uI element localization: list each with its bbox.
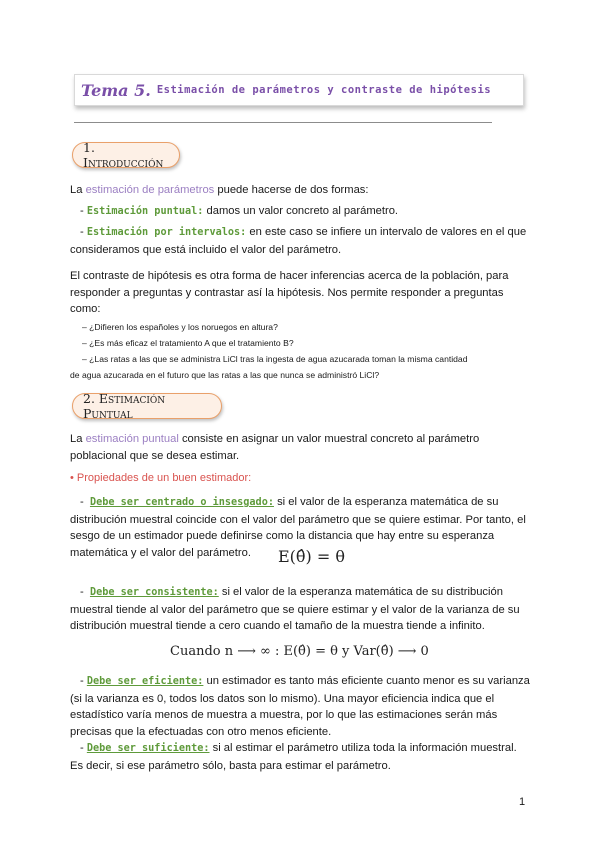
- term-estimacion-parametros: estimación de parámetros: [85, 184, 215, 196]
- text-span: en este caso se infiere un intervalo de valores en el que consideramos que está incluido el valor del parámetro.: [70, 226, 527, 256]
- properties-title: • Propiedades de un buen estimador:: [70, 472, 252, 484]
- text-span: si al estimar el parámetro utiliza toda la información muestral. Es decir, si ese parámetro sólo, basta para estimar el parámetro.: [70, 742, 517, 772]
- question-2: – ¿Es más eficaz el tratamiento A que el tratamiento B?: [82, 338, 294, 348]
- text-span: damos un valor concreto al parámetro.: [203, 205, 399, 217]
- intro-paragraph-1: [70, 182, 530, 199]
- question-3a: – ¿Las ratas a las que se administra LiCl tras la ingesta de agua azucarada toman la misma cantidad: [82, 354, 468, 364]
- document-title-main: Tema 5.: [81, 80, 151, 100]
- text-span: si el valor de la esperanza matemática de su distribución muestral tiende al valor del parámetro que se quiere estimar y el valor de la varianza de su distribución muestral tiende a cero cuando el tamaño de la muestra tiende a infinito.: [70, 586, 520, 632]
- section-heading-puntual: 2. Estimación Puntual: [72, 393, 222, 419]
- text-span: -: [80, 205, 87, 217]
- question-3b: de agua azucarada en el futuro que las ratas a las que nunca se administró LiCl?: [70, 370, 380, 380]
- page-number: 1: [519, 796, 526, 808]
- property-suficiente: - Debe ser suficiente: si al estimar el parámetro utiliza toda la información muestral. Es decir, si ese parámetro sólo, basta para estimar el parámetro.: [70, 742, 517, 772]
- term-centrado: Debe ser centrado o insesgado:: [89, 497, 274, 508]
- text-span: un estimador es tanto más eficiente cuanto menor es su varianza (si la varianza es 0, todos los datos son lo mismo). Una mayor eficiencia indica que el estadístico varía menos de muestra a muestra, por lo que las estimaciones serán más precisas que la efectuadas con otro menos eficiente.: [70, 675, 530, 738]
- text-span: -: [80, 226, 87, 238]
- term-estimacion-puntual-2: estimación puntual: [85, 433, 179, 445]
- term-suficiente: Debe ser suficiente:: [86, 743, 210, 754]
- title-divider: [74, 122, 492, 123]
- document-title-sub: Estimación de parámetros y contraste de hipótesis: [156, 84, 492, 96]
- term-estimacion-intervalos: Estimación por intervalos:: [86, 227, 247, 238]
- formula-esperanza: E(θ̂) = θ: [278, 547, 346, 566]
- term-consistente: Debe ser consistente:: [89, 587, 219, 598]
- text-span: consiste en asignar un valor muestral concreto al parámetro poblacional que se desea estimar.: [70, 433, 480, 462]
- puntual-paragraph-1: [70, 431, 530, 464]
- section-heading-intro: 1. Introducción: [72, 142, 180, 168]
- intro-bullet-1: [80, 203, 520, 221]
- question-1: – ¿Difieren los españoles y los noruegos en altura?: [82, 322, 278, 332]
- property-consistente: - Debe ser consistente: si el valor de la esperanza matemática de su distribución muestral tiende al valor del parámetro que se quiere estimar y el valor de la varianza de su distribución muestral tiende a cero cuando el tamaño de la muestra tiende a infinito.: [70, 586, 520, 632]
- document-title-box: [74, 74, 524, 106]
- property-centrado: - Debe ser centrado o insesgado: si el valor de la esperanza matemática de su distribución muestral coincide con el valor del parámetro que se quiere estimar. Por tanto, el sesgo de un estimador puede definirse como la distancia que hay entre su esperanza matemática y el valor del parámetro.: [70, 496, 526, 559]
- text-span: La: [70, 433, 86, 445]
- text-span: puede hacerse de dos formas:: [214, 184, 369, 196]
- property-eficiente: - Debe ser eficiente: un estimador es tanto más eficiente cuanto menor es su varianza (si la varianza es 0, todos los datos son lo mismo). Una mayor eficiencia indica que el estadístico varía menos de muestra a muestra, por lo que las estimaciones serán más precisas que la efectuadas con otro menos eficiente.: [70, 675, 530, 738]
- formula-consistencia: Cuando n ⟶ ∞ : E(θ̂) = θ y Var(θ̂) ⟶ 0: [170, 644, 429, 659]
- intro-bullet-2: [70, 224, 530, 258]
- text-span: si el valor de la esperanza matemática de su distribución muestral coincide con el valor del parámetro que se quiere estimar. Por tanto, el sesgo de un estimador puede definirse como la distancia que hay entre su esperanza matemática y el valor del parámetro.: [70, 496, 526, 559]
- text-span: La: [70, 184, 86, 196]
- term-eficiente: Debe ser eficiente:: [86, 676, 204, 687]
- term-estimacion-puntual: Estimación puntual:: [86, 206, 204, 217]
- intro-paragraph-2: El contraste de hipótesis es otra forma de hacer inferencias acerca de la población, para responder a preguntas y contrastar así la hipótesis. Nos permite responder a preguntas como:: [70, 270, 509, 315]
